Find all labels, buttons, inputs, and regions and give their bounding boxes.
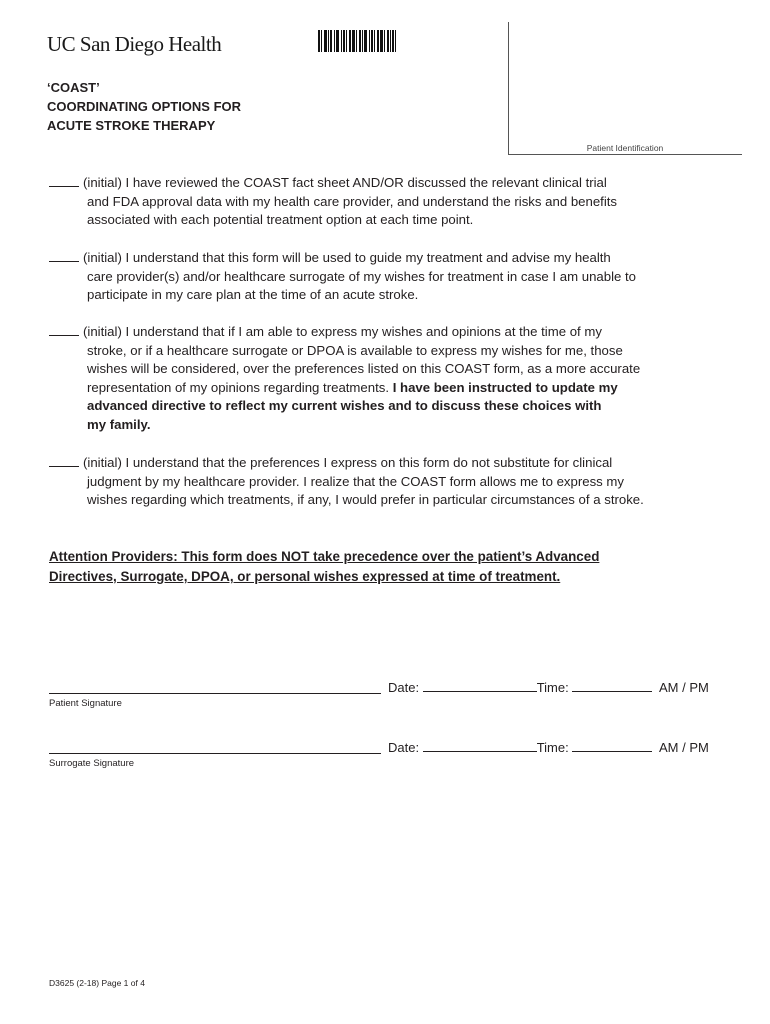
patient-id-box-bottom-border — [508, 154, 742, 155]
consent-paragraph-2: (initial) I understand that this form will be used to guide my treatment and advise my health care provider(s) and/or healthcare surrogate of my wishes for treatment in case I am unable to participate in my care plan at the time of an acute stroke. — [49, 249, 749, 305]
initial-blank[interactable] — [49, 250, 79, 262]
patient-signature-line[interactable] — [49, 693, 381, 694]
patient-signature-label: Patient Signature — [49, 698, 122, 709]
surrogate-time-field[interactable] — [572, 739, 652, 752]
title-line-1: ‘COAST’ — [47, 80, 100, 95]
initial-blank[interactable] — [49, 324, 79, 336]
barcode-image — [318, 30, 410, 52]
patient-time-field[interactable] — [572, 679, 652, 692]
surrogate-signature-line[interactable] — [49, 753, 381, 754]
patient-date-time-row: Date: Time: AM / PM — [388, 680, 709, 695]
surrogate-date-field[interactable] — [423, 739, 537, 752]
ucsd-health-logo: UC San Diego Health — [47, 32, 222, 56]
consent-paragraph-1: (initial) I have reviewed the COAST fact sheet AND/OR discussed the relevant clinical trial and FDA approval data with my health care provider, and understand the risks and benefits associated with each potential treatment option at each time point. — [49, 174, 749, 230]
form-code-page-number: D3625 (2-18) Page 1 of 4 — [49, 978, 145, 988]
patient-id-box-left-border — [508, 22, 509, 155]
initial-blank[interactable] — [49, 175, 79, 187]
patient-identification-label: Patient Identification — [586, 143, 664, 153]
surrogate-date-time-row: Date: Time: AM / PM — [388, 740, 709, 755]
title-line-2: COORDINATING OPTIONS FOR — [47, 99, 242, 114]
consent-paragraph-4: (initial) I understand that the preferences I express on this form do not substitute for clinical judgment by my healthcare provider. I realize that the COAST form allows me to express my wishes regarding which treatments, if any, I would prefer in particular circumstances of a stroke. — [49, 454, 749, 510]
consent-paragraph-3: (initial) I understand that if I am able to express my wishes and opinions at the time of my stroke, or if a healthcare surrogate or DPOA is available to express my wishes for me, those wishes will be considered, over the preferences listed on this COAST form, as a more accurate representation of my opinions regarding treatments. I have been instructed to update my advanced directive to reflect my current wishes and to discuss these choices with my family. — [49, 323, 749, 435]
surrogate-signature-label: Surrogate Signature — [49, 758, 135, 769]
attention-providers-line-2: Directives, Surrogate, DPOA, or personal wishes expressed at time of treatment. — [49, 569, 561, 584]
initial-blank[interactable] — [49, 455, 79, 467]
attention-providers-line-1: Attention Providers: This form does NOT take precedence over the patient’s Advanced — [49, 549, 600, 564]
title-line-3: ACUTE STROKE THERAPY — [47, 118, 216, 133]
patient-date-field[interactable] — [423, 679, 537, 692]
